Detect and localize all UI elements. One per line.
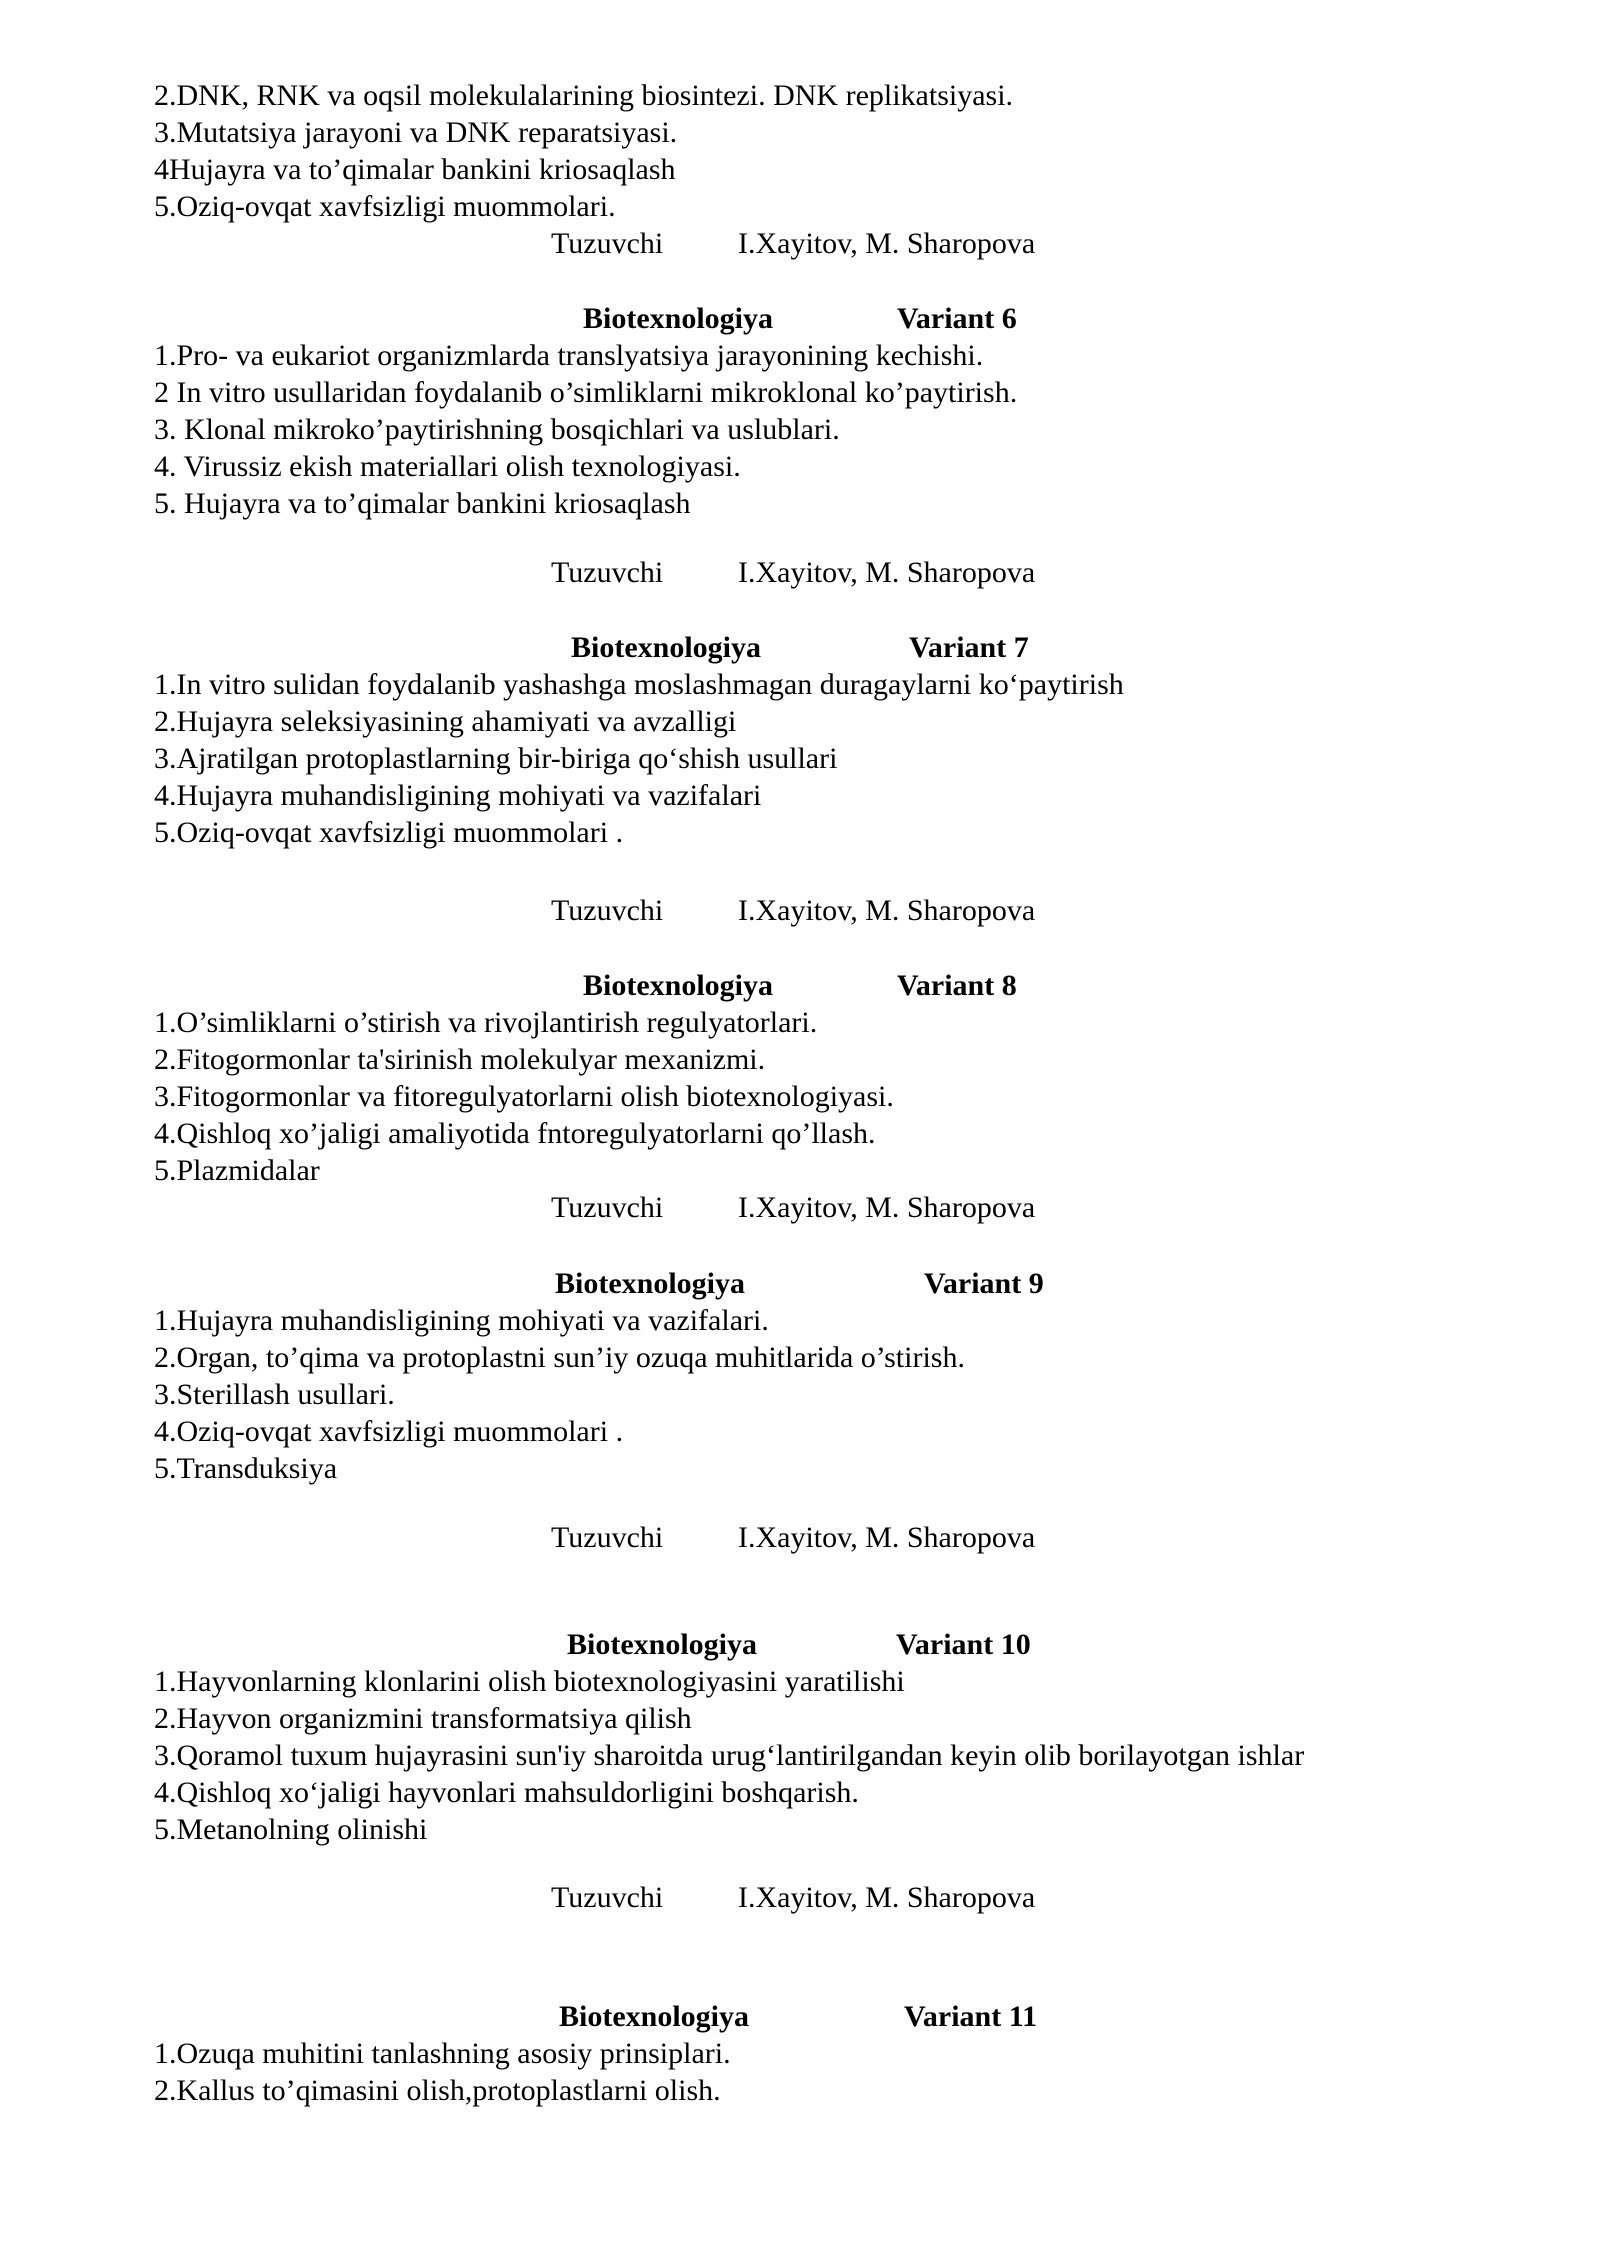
section-subject: Biotexnologiya [583,969,774,1002]
list-item: 2.Hayvon organizmini transformatsiya qilish [154,1702,692,1735]
list-item: 3.Qoramol tuxum hujayrasini sun'iy sharoitda urug‘lantirilgandan keyin olib borilayotgan ishlar [154,1739,1305,1772]
list-item: 2.Hujayra seleksiyasining ahamiyati va avzalligi [154,705,737,738]
signature-names: I.Xayitov, M. Sharopova [738,556,1036,589]
list-item: 2.Kallus to’qimasini olish,protoplastlarni olish. [154,2074,721,2107]
list-item: 1.O’simliklarni o’stirish va rivojlantirish regulyatorlari. [154,1006,818,1039]
signature-names: I.Xayitov, M. Sharopova [738,1191,1036,1224]
section-variant: Variant 6 [897,302,1017,335]
list-item: 3.Sterillash usullari. [154,1378,395,1411]
signature-names: I.Xayitov, M. Sharopova [738,1881,1036,1914]
list-item: 2.Fitogormonlar ta'sirinish molekulyar mexanizmi. [154,1043,766,1076]
section-subject: Biotexnologiya [583,302,774,335]
list-item: 4.Qishloq xo‘jaligi hayvonlari mahsuldorligini boshqarish. [154,1776,859,1809]
signature-names: I.Xayitov, M. Sharopova [738,227,1036,260]
list-item: 3.Ajratilgan protoplastlarning bir-biriga qo‘shish usullari [154,742,838,775]
list-item: 4Hujayra va to’qimalar bankini kriosaqlash [154,153,676,186]
signature-label: Tuzuvchi [551,1191,664,1224]
list-item: 5. Hujayra va to’qimalar bankini kriosaqlash [154,487,691,520]
list-item: 2 In vitro usullaridan foydalanib o’simliklarni mikroklonal ko’paytirish. [154,376,1018,409]
signature-label: Tuzuvchi [551,894,664,927]
list-item: 2.DNK, RNK va oqsil molekulalarining biosintezi. DNK replikatsiyasi. [154,79,1014,112]
signature-label: Tuzuvchi [551,227,664,260]
section-variant: Variant 9 [924,1267,1044,1300]
list-item: 3. Klonal mikroko’paytirishning bosqichlari va uslublari. [154,413,840,446]
signature-names: I.Xayitov, M. Sharopova [738,1521,1036,1554]
list-item: 2.Organ, to’qima va protoplastni sun’iy ozuqa muhitlarida o’stirish. [154,1341,965,1374]
list-item: 4.Oziq-ovqat xavfsizligi muommolari . [154,1415,624,1448]
list-item: 1.Ozuqa muhitini tanlashning asosiy prinsiplari. [154,2037,731,2070]
section-subject: Biotexnologiya [559,2000,750,2033]
list-item: 1.Pro- va eukariot organizmlarda translyatsiya jarayonining kechishi. [154,339,984,372]
list-item: 1.Hayvonlarning klonlarini olish biotexnologiyasini yaratilishi [154,1665,905,1698]
section-variant: Variant 10 [896,1628,1031,1661]
section-variant: Variant 8 [897,969,1017,1002]
list-item: 3.Mutatsiya jarayoni va DNK reparatsiyasi. [154,116,678,149]
signature-label: Tuzuvchi [551,1881,664,1914]
list-item: 1.Hujayra muhandisligining mohiyati va vazifalari. [154,1304,769,1337]
list-item: 5.Metanolning olinishi [154,1813,428,1846]
section-subject: Biotexnologiya [567,1628,758,1661]
signature-label: Tuzuvchi [551,556,664,589]
list-item: 3.Fitogormonlar va fitoregulyatorlarni olish biotexnologiyasi. [154,1080,894,1113]
section-subject: Biotexnologiya [555,1267,746,1300]
list-item: 5.Oziq-ovqat xavfsizligi muommolari . [154,816,624,849]
signature-label: Tuzuvchi [551,1521,664,1554]
list-item: 1.In vitro sulidan foydalanib yashashga moslashmagan duragaylarni ko‘paytirish [154,668,1124,701]
list-item: 5.Oziq-ovqat xavfsizligi muommolari. [154,190,616,223]
list-item: 5.Plazmidalar [154,1154,320,1187]
list-item: 5.Transduksiya [154,1452,338,1485]
list-item: 4. Virussiz ekish materiallari olish texnologiyasi. [154,450,741,483]
section-variant: Variant 11 [904,2000,1038,2033]
section-variant: Variant 7 [909,631,1029,664]
list-item: 4.Hujayra muhandisligining mohiyati va vazifalari [154,779,762,812]
list-item: 4.Qishloq xo’jaligi amaliyotida fntoregulyatorlarni qo’llash. [154,1117,876,1150]
signature-names: I.Xayitov, M. Sharopova [738,894,1036,927]
section-subject: Biotexnologiya [571,631,762,664]
